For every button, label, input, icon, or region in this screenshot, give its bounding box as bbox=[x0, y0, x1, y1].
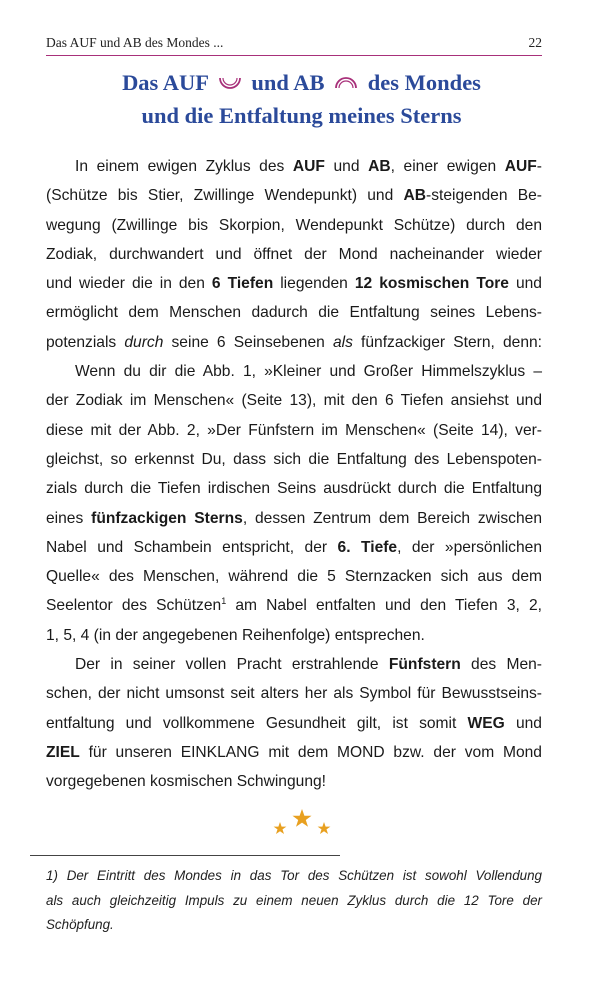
page-title bbox=[0, 66, 603, 132]
text-line: schen, der nicht umsonst seit alters her als Symbol für Bewusstseins- bbox=[46, 685, 542, 703]
page-header bbox=[46, 33, 542, 55]
footnote-rule bbox=[30, 855, 340, 856]
footnote-line: als auch gleichzeitig Impuls zu einem neuen Zyklus durch die 12 Tore der bbox=[46, 892, 542, 908]
text-line: gleichst, so erkennst Du, dass sich die Entfaltung des Lebenspoten- bbox=[46, 450, 542, 468]
title-line-1 bbox=[0, 66, 603, 99]
header-rule bbox=[46, 55, 542, 56]
text-line: Nabel und Schambein entspricht, der 6. Tiefe, der »persönlichen bbox=[46, 538, 542, 556]
title-line-2: und die Entfaltung meines Sterns bbox=[141, 103, 462, 128]
title-part-2: und AB bbox=[251, 70, 325, 95]
text-line: ermöglicht dem Menschen dadurch die Entfaltung seines Lebens- bbox=[46, 304, 542, 322]
text-line: diese mit der Abb. 2, »Der Fünfstern im Menschen« (Seite 14), ver- bbox=[46, 421, 542, 439]
downward-arc-icon bbox=[333, 72, 359, 92]
text-line: ZIEL für unseren EINKLANG mit dem MOND bzw. der vom Mond bbox=[46, 743, 542, 761]
paragraph-2 bbox=[46, 357, 542, 650]
text-line: Quelle« des Menschen, während die 5 Sternzacken sich aus dem bbox=[46, 568, 542, 586]
text-line: Der in seiner vollen Pracht erstrahlende Fünfstern des Men- bbox=[75, 656, 542, 674]
text-line: vorgegebenen kosmischen Schwingung! bbox=[46, 773, 327, 791]
text-line: und wieder die in den 6 Tiefen liegenden 12 kosmischen Tore und bbox=[46, 275, 542, 293]
text-line: potenzials durch seine 6 Seinsebenen als fünfzackiger Stern, denn: bbox=[46, 333, 542, 351]
three-stars-icon bbox=[0, 806, 603, 841]
footnote-line: 1) Der Eintritt des Mondes in das Tor des Schützen ist sowohl Vollendung bbox=[46, 868, 542, 883]
text-line: der Zodiak im Menschen« (Seite 13), mit den 6 Tiefen ansiehst und bbox=[46, 392, 542, 410]
text-line: Wenn du dir die Abb. 1, »Kleiner und Großer Himmelszyklus – bbox=[75, 363, 542, 381]
text-line: wegung (Zwillinge bis Skorpion, Wendepunkt Schütze) durch den bbox=[46, 216, 542, 234]
running-title: Das AUF und AB des Mondes ... bbox=[46, 35, 224, 50]
upward-arc-icon bbox=[217, 72, 243, 92]
paragraph-1 bbox=[46, 152, 542, 357]
text-line: entfaltung und vollkommene Gesundheit gilt, ist somit WEG und bbox=[46, 714, 542, 732]
text-line: 1, 5, 4 (in der angegebenen Reihenfolge) entsprechen. bbox=[46, 626, 425, 644]
footnote-line: Schöpfung. bbox=[46, 917, 114, 932]
text-line: In einem ewigen Zyklus des AUF und AB, einer ewigen AUF- bbox=[75, 158, 542, 175]
text-line: eines fünfzackigen Sterns, dessen Zentrum dem Bereich zwischen bbox=[46, 509, 543, 527]
title-part-1: Das AUF bbox=[122, 70, 209, 95]
footnote bbox=[46, 864, 542, 938]
text-line: (Schütze bis Stier, Zwillinge Wendepunkt) und AB-steigenden Be- bbox=[46, 187, 542, 205]
paragraph-3 bbox=[46, 650, 542, 796]
text-line: Seelentor des Schützen$^1$ am Nabel entfalten und den Tiefen 3, 2, bbox=[46, 596, 543, 615]
body-text bbox=[46, 152, 542, 797]
title-part-3: des Mondes bbox=[367, 70, 481, 95]
text-line: Zodiak, durchwandert und öffnet der Mond nacheinander wieder bbox=[46, 245, 542, 263]
page-number: 22 bbox=[528, 35, 542, 50]
footnote-marker: 1 bbox=[221, 596, 227, 607]
text-line: zials durch die Tiefen irdischen Seins ausdrückt durch die Entfaltung bbox=[46, 480, 542, 498]
